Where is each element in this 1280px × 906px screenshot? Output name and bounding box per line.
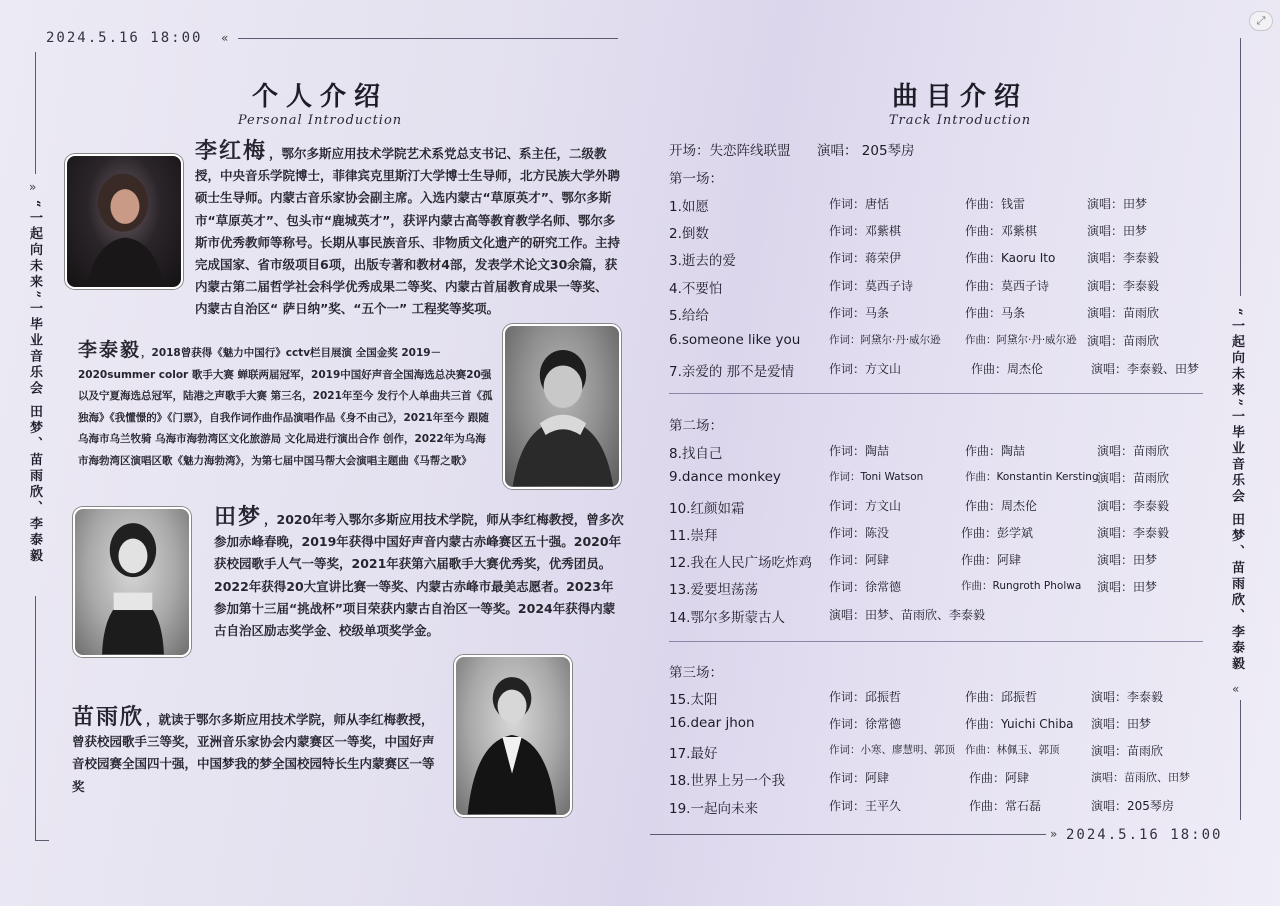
- right-side-caption: “一起向未来”一毕业音乐会 田梦、苗雨欣、李泰毅: [1229, 308, 1244, 673]
- track-composer: 作曲：周杰伦: [965, 499, 1038, 513]
- track-lyricist: 作词：方文山: [829, 362, 902, 376]
- track-composer: 作曲：马条: [965, 306, 1026, 320]
- track-composer: 作曲：周杰伦: [971, 362, 1044, 376]
- name-li-hongmei: 李红梅: [195, 138, 268, 164]
- bio-li-hongmei: [195, 140, 623, 321]
- name-miao-yuxin: 苗雨欣: [72, 704, 145, 730]
- track-title: 17.最好: [669, 746, 718, 762]
- track-lyricist: 作词：徐常德: [829, 717, 902, 731]
- track-lyricist: 作词：王平久: [829, 799, 902, 813]
- bio-li-taiyi: [78, 340, 494, 473]
- portrait-icon: [75, 509, 189, 655]
- track-lyricist: 作词：阿肆: [829, 771, 890, 785]
- track-lyricist: 作词：陶喆: [829, 444, 890, 458]
- chevron-right-icon: »: [1050, 827, 1056, 841]
- left-corner: [35, 840, 49, 841]
- track-composer: 作曲：阿肆: [961, 553, 1022, 567]
- track-composer: 作曲：Kaoru Ito: [965, 251, 1056, 265]
- track-lyricist: 作词：莫西子诗: [829, 279, 914, 293]
- track-composer: 作曲：林佩玉、郭顶: [965, 744, 1060, 756]
- track-intro-subtitle: Track Introduction: [888, 113, 1032, 128]
- track-lyricist: 作词：小寒、廖慧明、郭顶: [829, 744, 955, 756]
- track-lyricist: 作词：徐常德: [829, 580, 902, 594]
- track-singer: 演唱：李泰毅: [1097, 526, 1170, 540]
- track-composer: 作曲：邓紫棋: [965, 224, 1038, 238]
- track-singer: 演唱：205琴房: [1091, 799, 1174, 813]
- track-intro-heading: [840, 76, 1080, 128]
- track-composer: 作曲：阿黛尔·丹·威尔逊: [965, 334, 1077, 346]
- track-lyricist: 作词：马条: [829, 306, 890, 320]
- track-lyricist: 作词：唐恬: [829, 197, 890, 211]
- track-title: 16.dear jhon: [669, 715, 755, 731]
- photo-li-taiyi: [503, 324, 621, 489]
- track-singer: 演唱：苗雨欣、田梦: [1091, 771, 1190, 784]
- track-singer: 演唱：田梦: [1097, 580, 1158, 594]
- track-singer: 演唱：苗雨欣: [1097, 471, 1170, 485]
- track-singer: 演唱：苗雨欣: [1091, 744, 1164, 758]
- chevron-up-icon: «: [1232, 682, 1238, 696]
- bio-miao-yuxin: [72, 706, 440, 798]
- track-composer: 作曲：Yuichi Chiba: [965, 717, 1074, 731]
- photo-tian-meng: [73, 507, 191, 657]
- personal-intro-heading: [200, 76, 440, 128]
- track-title: 7.亲爱的 那不是爱情: [669, 364, 795, 380]
- scene-3-label: 第三场：: [669, 665, 723, 681]
- opening-singer: 演唱： 205琴房: [817, 143, 915, 159]
- track-singer: 演唱：田梦: [1087, 224, 1148, 238]
- track-title: 12.我在人民广场吃炸鸡: [669, 555, 812, 571]
- track-title: 14.鄂尔多斯蒙古人: [669, 610, 785, 626]
- opening-label: 开场：失恋阵线联盟: [669, 143, 791, 159]
- scene-2-label: 第二场：: [669, 418, 723, 434]
- bio-tian-meng: [214, 506, 624, 642]
- track-title: 2.倒数: [669, 226, 709, 242]
- track-lyricist: 作词：Toni Watson: [829, 471, 924, 483]
- bio-text-tian-meng: ，2020年考入鄂尔多斯应用技术学院，师从李红梅教授，曾多次参加赤峰春晚，2019年获得中国好声音内蒙古赤峰赛区五十强。2020年获校园歌手人气一等奖，2021年获第六届歌手大赛优秀奖，优秀团员。2022年获得20大宣讲比赛一等奖、内蒙古赤峰市最美志愿者。2023年参加第十三届“挑战杯”项目荣获内蒙古自治区一等奖。2024年获得内蒙古自治区励志奖学金、校级单项奖学金。: [214, 512, 624, 639]
- personal-intro-title: 个人介绍: [251, 82, 388, 112]
- name-tian-meng: 田梦: [214, 504, 263, 530]
- track-title: 8.找自己: [669, 446, 723, 462]
- track-lyricist: 作词：方文山: [829, 499, 902, 513]
- track-title: 6.someone like you: [669, 332, 801, 348]
- track-singer: 演唱：李泰毅、田梦: [1091, 362, 1200, 376]
- track-singer: 演唱：李泰毅: [1091, 690, 1164, 704]
- left-vline-bottom: [35, 596, 36, 841]
- track-composer: 作曲：Rungroth Pholwa: [961, 580, 1082, 592]
- track-composer: 作曲：钱雷: [965, 197, 1026, 211]
- track-title: 3.逝去的爱: [669, 253, 736, 269]
- right-vline-top: [1240, 38, 1241, 296]
- track-lyricist: 作词：陈没: [829, 526, 890, 540]
- personal-intro-subtitle: Personal Introduction: [237, 113, 403, 128]
- chevron-left-icon: «: [221, 31, 227, 45]
- portrait-icon: [505, 326, 619, 487]
- track-singers-all: 演唱：田梦、苗雨欣、李泰毅: [829, 608, 986, 622]
- track-singer: 演唱：苗雨欣: [1087, 334, 1160, 348]
- track-composer: 作曲：阿肆: [969, 771, 1030, 785]
- name-li-taiyi: 李泰毅: [78, 339, 142, 361]
- scene-divider: [669, 393, 1203, 394]
- track-singer: 演唱：田梦: [1087, 197, 1148, 211]
- track-title: 4.不要怕: [669, 281, 723, 297]
- track-intro-title: 曲目介绍: [891, 82, 1028, 112]
- right-vline-bottom: [1240, 700, 1241, 820]
- track-lyricist: 作词：蒋荣伊: [829, 251, 902, 265]
- track-composer: 作曲：邱振哲: [965, 690, 1038, 704]
- track-title: 15.太阳: [669, 692, 718, 708]
- expand-icon[interactable]: ⤢: [1249, 11, 1273, 31]
- track-title: 1.如愿: [669, 199, 709, 215]
- photo-miao-yuxin: [454, 655, 572, 817]
- track-singer: 演唱：李泰毅: [1087, 279, 1160, 293]
- left-side-caption: “一起向未来”一毕业音乐会 田梦、苗雨欣、李泰毅: [27, 200, 42, 565]
- track-singer: 演唱：苗雨欣: [1097, 444, 1170, 458]
- track-composer: 作曲：Konstantin Kersting: [965, 471, 1099, 483]
- photo-li-hongmei: [65, 154, 183, 289]
- date-top-left: 2024.5.16 18:00: [46, 30, 203, 46]
- track-composer: 作曲：莫西子诗: [965, 279, 1050, 293]
- track-title: 10.红颜如霜: [669, 501, 745, 517]
- bottom-divider: [650, 834, 1046, 835]
- portrait-icon: [456, 657, 570, 815]
- bio-text-li-taiyi: ，2018曾获得《魅力中国行》cctv栏目展演 全国金奖 2019－2020summer color 歌手大赛 蝉联两届冠军，2019中国好声音全国海选总决赛20强以及宁夏海选总冠军，陆港之声歌手大赛 第三名，2021年至今 发行个人单曲共三首《孤独海》《我懂憬的》《门票》，自我作词作曲作品演唱作品《身不由己》，2021年至今 跟随乌海市乌兰牧骑 乌海市海勃湾区文化旅游局 文化局进行演出合作 创作，2022年为乌海市海勃湾区演唱区歌《魅力海勃湾》，为第七届中国马帮大会演唱主题曲《马帮之歌》: [78, 347, 493, 467]
- chevron-down-icon: »: [29, 180, 35, 194]
- track-singer: 演唱：田梦: [1097, 553, 1158, 567]
- track-title: 11.崇拜: [669, 528, 718, 544]
- track-title: 9.dance monkey: [669, 469, 781, 485]
- track-singer: 演唱：李泰毅: [1087, 251, 1160, 265]
- portrait-icon: [67, 156, 181, 287]
- track-singer: 演唱：田梦: [1091, 717, 1152, 731]
- bio-text-li-hongmei: ，鄂尔多斯应用技术学院艺术系党总支书记、系主任，二级教授，中央音乐学院博士，菲律宾克里斯汀大学博士生导师，北方民族大学外聘硕士生导师。内蒙古音乐家协会副主席。入选内蒙古“草原英才”、鄂尔多斯市“草原英才”、包头市“鹿城英才”，获评内蒙古高等教育教学名师、鄂尔多斯市优秀教师等称号。长期从事民族音乐、非物质文化遗产的研究工作。主持完成国家、省市级项目6项，出版专著和教材4部，发表学术论文30余篇，获内蒙古第二届哲学社会科学优秀成果二等奖、内蒙古首届教育成果一等奖、 内蒙古自治区“ 萨日纳”奖、“五个一” 工程奖等奖项。: [195, 146, 621, 317]
- track-lyricist: 作词：阿肆: [829, 553, 890, 567]
- track-composer: 作曲：彭学斌: [961, 526, 1034, 540]
- left-vline-top: [35, 52, 36, 174]
- track-title: 18.世界上另一个我: [669, 773, 785, 789]
- top-divider: [238, 38, 618, 39]
- scene-divider: [669, 641, 1203, 642]
- scene-1-label: 第一场：: [669, 171, 723, 187]
- track-singer: 演唱：苗雨欣: [1087, 306, 1160, 320]
- track-title: 5.给给: [669, 308, 709, 324]
- track-composer: 作曲：陶喆: [965, 444, 1026, 458]
- track-lyricist: 作词：阿黛尔·丹·威尔逊: [829, 334, 941, 346]
- track-title: 19.一起向未来: [669, 801, 758, 817]
- bio-text-miao-yuxin: ，就读于鄂尔多斯应用技术学院，师从李红梅教授，曾获校园歌手三等奖，亚洲音乐家协会内蒙赛区一等奖，中国好声音校园赛全国四十强，中国梦我的梦全国校园特长生内蒙赛区一等奖: [72, 712, 435, 794]
- track-singer: 演唱：李泰毅: [1097, 499, 1170, 513]
- track-lyricist: 作词：邱振哲: [829, 690, 902, 704]
- date-bottom-right: 2024.5.16 18:00: [1066, 827, 1223, 843]
- track-composer: 作曲：常石磊: [969, 799, 1042, 813]
- track-title: 13.爱要坦荡荡: [669, 582, 758, 598]
- track-lyricist: 作词：邓紫棋: [829, 224, 902, 238]
